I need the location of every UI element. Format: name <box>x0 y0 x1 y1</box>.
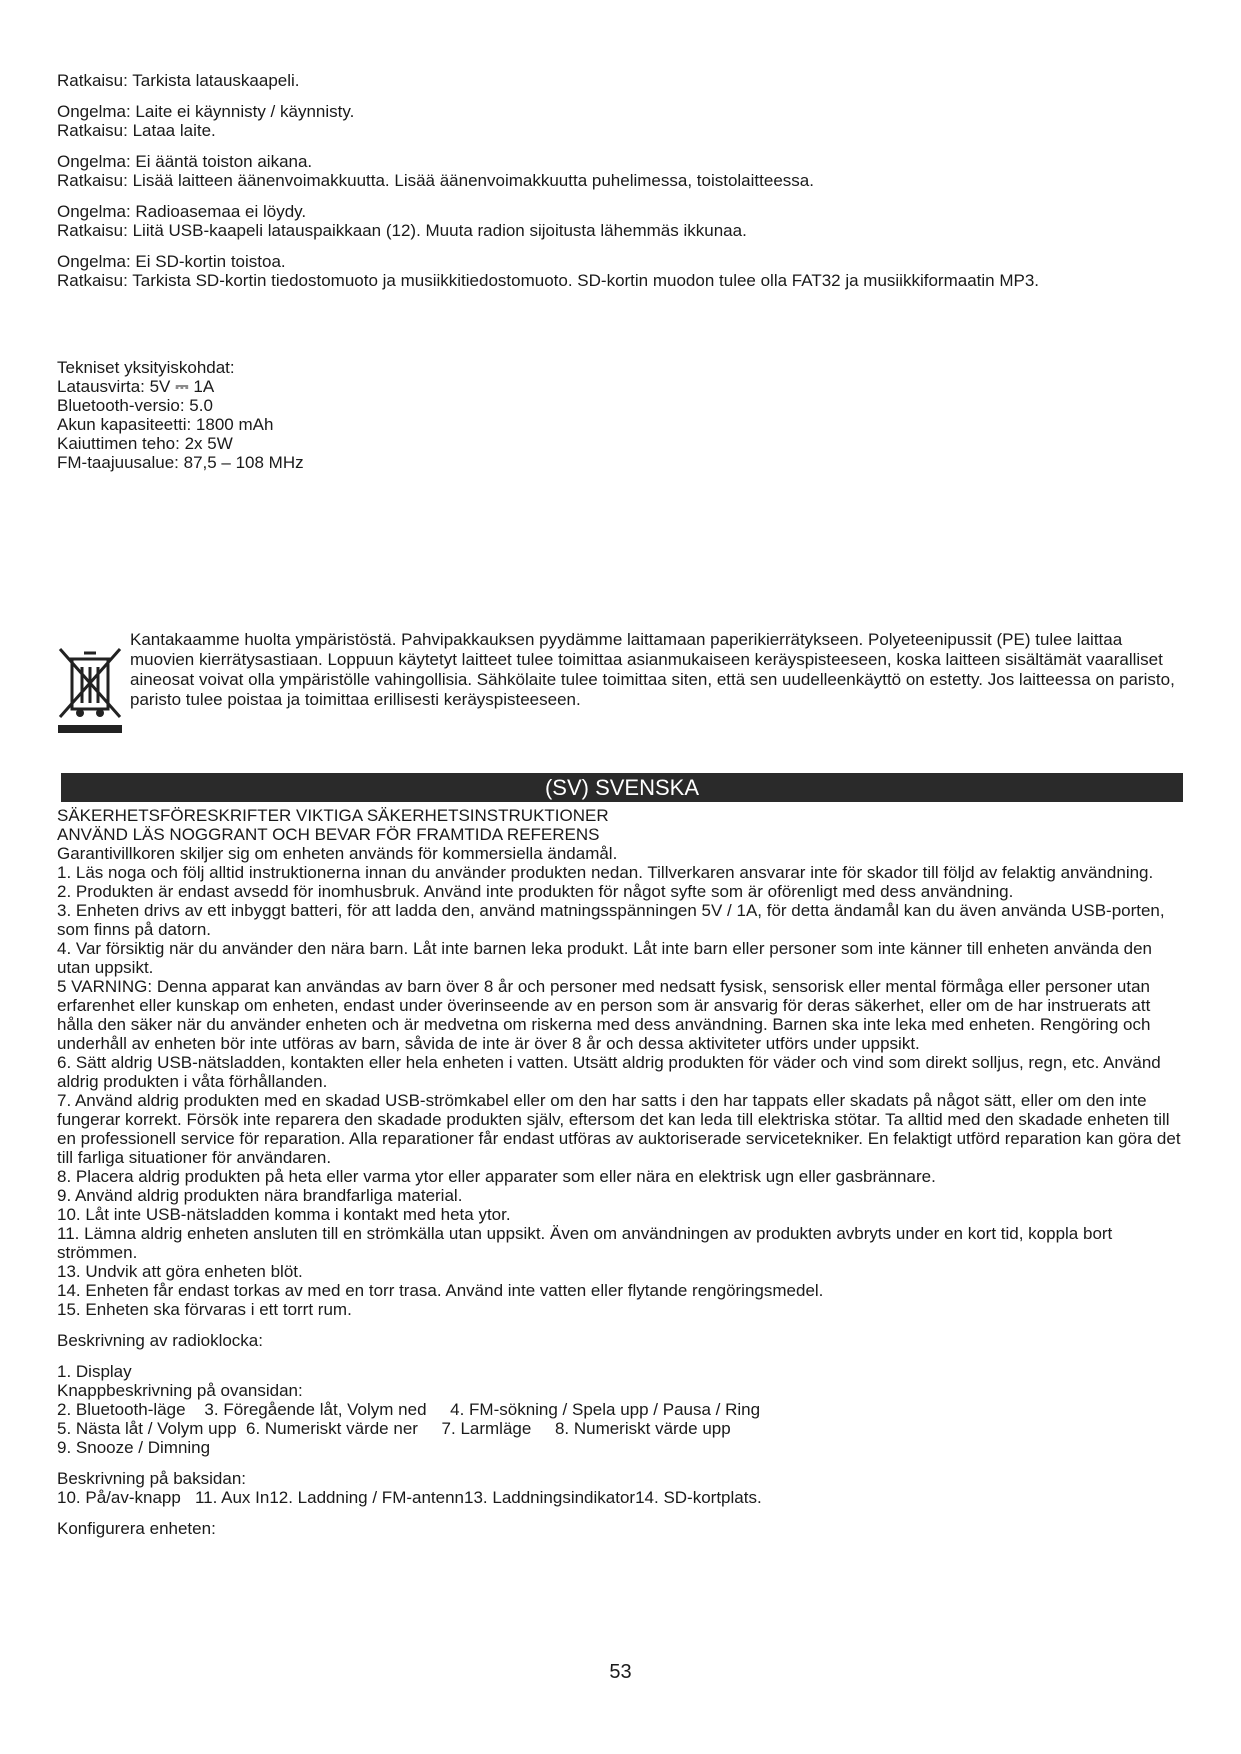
spec-line: Bluetooth-versio: 5.0 <box>57 396 213 415</box>
sv-line: 6. Sätt aldrig USB-nätsladden, kontakten eller hela enheten i vatten. Utsätt aldrig produkten för väder och vind som direkt solljus, regn, etc. Använd aldrig produkten i våta förhållanden. <box>57 1053 1161 1091</box>
spacer <box>57 1507 1187 1519</box>
fi-line: Ratkaisu: Tarkista SD-kortin tiedostomuoto ja musiikkitiedostomuoto. SD-kortin muodon tulee olla FAT32 ja musiikkiformaatin MP3. <box>57 271 1039 290</box>
spacer <box>57 90 1187 102</box>
fi-line: Ratkaisu: Lataa laite. <box>57 121 216 140</box>
sv-line: 2. Bluetooth-läge 3. Föregående låt, Volym ned 4. FM-sökning / Spela upp / Pausa / Ring <box>57 1400 761 1419</box>
sv-line: 8. Placera aldrig produkten på heta eller varma ytor eller apparater som eller nära en elektrisk ugn eller gasbrännare. <box>57 1167 936 1186</box>
spacer <box>57 1350 1187 1362</box>
sv-line: 4. Var försiktig när du använder den nära barn. Låt inte barnen leka produkt. Låt inte barn eller personer som inte känner till enheten använda den utan uppsikt. <box>57 939 1152 977</box>
sv-line: 10. På/av-knapp 11. Aux In12. Laddning / FM-antenn13. Laddningsindikator14. SD-kortplats. <box>57 1488 762 1507</box>
spec-line: FM-taajuusalue: 87,5 – 108 MHz <box>57 453 304 472</box>
sv-line: 15. Enheten ska förvaras i ett torrt rum. <box>57 1300 352 1319</box>
sv-line: Konfigurera enheten: <box>57 1519 216 1538</box>
fi-line: Ongelma: Ei ääntä toiston aikana. <box>57 152 313 171</box>
page-number: 53 <box>609 1661 632 1683</box>
sv-line: 5 VARNING: Denna apparat kan användas av barn över 8 år och personer med nedsatt fysisk, sensorisk eller mental förmåga eller personer utan erfarenhet eller kunskap om enheten, endast under överinseende av en person som är ansvarig för deras säkerhet, eller om de har instruerats att hålla den säker när du använder enheten och är medvetna om riskerna med dess användning. Barnen ska inte leka med enheten. Rengöring och underhåll av enheten bör inte utföras av barn, såvida de inte är över 8 år och dessa aktiviteter utförs under uppsikt. <box>57 977 1151 1053</box>
sv-line: Garantivillkoren skiljer sig om enheten används för kommersiella ändamål. <box>57 844 618 863</box>
sv-line: Beskrivning av radioklocka: <box>57 1331 263 1350</box>
sv-line: 9. Använd aldrig produkten nära brandfarliga material. <box>57 1186 463 1205</box>
sv-line: 1. Läs noga och följ alltid instruktionerna innan du använder produkten nedan. Tillverkaren ansvarar inte för skador till följd av felaktig användning. <box>57 863 1154 882</box>
sv-instructions <box>57 806 1187 1538</box>
sv-line: Knappbeskrivning på ovansidan: <box>57 1381 303 1400</box>
spec-line: Akun kapasiteetti: 1800 mAh <box>57 415 274 434</box>
fi-line: Ongelma: Laite ei käynnisty / käynnisty. <box>57 102 355 121</box>
section-banner: (SV) SVENSKA <box>61 773 1183 802</box>
sv-line: 2. Produkten är endast avsedd för inomhusbruk. Använd inte produkten för något syfte som är oförenligt med dess användning. <box>57 882 1014 901</box>
sv-line: ANVÄND LÄS NOGGRANT OCH BEVAR FÖR FRAMTIDA REFERENS <box>57 825 600 844</box>
recycling-notice: Kantakaamme huolta ympäristöstä. Pahvipakkauksen pyydämme laittamaan paperikierrätykseen. Polyeteenipussit (PE) tulee laittaa muovien kierrätysastiaan. Loppuun käytetyt laitteet tulee toimittaa asianmukaiseen keräyspisteeseen, koska laitteen sisältämät vaaralliset aineosat voivat olla ympäristölle vahingollisia. Sähkölaite tulee toimittaa siten, että sen uudelleenkäyttö on estetty. Jos laitteessa on paristo, paristo tulee poistaa ja toimittaa erillisesti keräyspisteeseen. <box>130 630 1175 709</box>
fi-line: Ratkaisu: Tarkista latauskaapeli. <box>57 71 300 90</box>
sv-line: 9. Snooze / Dimning <box>57 1438 211 1457</box>
spacer <box>57 240 1187 252</box>
fi-troubleshooting <box>57 71 1187 290</box>
sv-line: 1. Display <box>57 1362 132 1381</box>
spacer <box>57 190 1187 202</box>
sv-line: 5. Nästa låt / Volym upp 6. Numeriskt värde ner 7. Larmläge 8. Numeriskt värde upp <box>57 1419 731 1438</box>
sv-line: 7. Använd aldrig produkten med en skadad USB-strömkabel eller om den har satts i den har tappats eller skadats på något sätt, eller om den inte fungerar korrekt. Försök inte reparera den skadade produkten själv, eftersom det kan leda till elektriska stötar. Ta alltid med den skadade enheten till en professionell service för reparation. Alla reparationer får endast utföras av auktoriserade servicetekniker. En felaktigt utförd reparation kan göra det till farliga situationer för användaren. <box>57 1091 1181 1167</box>
weee-bin-icon <box>56 645 124 735</box>
fi-specs <box>57 358 304 472</box>
spacer <box>57 1319 1187 1331</box>
fi-line: Ratkaisu: Liitä USB-kaapeli latauspaikkaan (12). Muuta radion sijoitusta lähemmäs ikkunaa. <box>57 221 747 240</box>
sv-line: Beskrivning på baksidan: <box>57 1469 247 1488</box>
sv-line: SÄKERHETSFÖRESKRIFTER VIKTIGA SÄKERHETSINSTRUKTIONER <box>57 806 609 825</box>
spacer <box>57 140 1187 152</box>
sv-line: 13. Undvik att göra enheten blöt. <box>57 1262 303 1281</box>
fi-line: Ongelma: Radioasemaa ei löydy. <box>57 202 307 221</box>
sv-line: 11. Lämna aldrig enheten ansluten till en strömkälla utan uppsikt. Även om användningen av produkten avbryts under en kort tid, koppla bort strömmen. <box>57 1224 1113 1262</box>
sv-line: 14. Enheten får endast torkas av med en torr trasa. Använd inte vatten eller flytande rengöringsmedel. <box>57 1281 824 1300</box>
sv-line: 3. Enheten drivs av ett inbyggt batteri, för att ladda den, använd matningsspänningen 5V / 1A, för detta ändamål kan du även använda USB-porten, som finns på datorn. <box>57 901 1165 939</box>
spec-line: Latausvirta: 5V ⎓ 1A <box>57 377 215 396</box>
spec-heading: Tekniset yksityiskohdat: <box>57 358 235 377</box>
spec-line: Kaiuttimen teho: 2x 5W <box>57 434 233 453</box>
fi-line: Ratkaisu: Lisää laitteen äänenvoimakkuutta. Lisää äänenvoimakkuutta puhelimessa, toistolaitteessa. <box>57 171 814 190</box>
sv-line: 10. Låt inte USB-nätsladden komma i kontakt med heta ytor. <box>57 1205 511 1224</box>
fi-line: Ongelma: Ei SD-kortin toistoa. <box>57 252 286 271</box>
spacer <box>57 1457 1187 1469</box>
